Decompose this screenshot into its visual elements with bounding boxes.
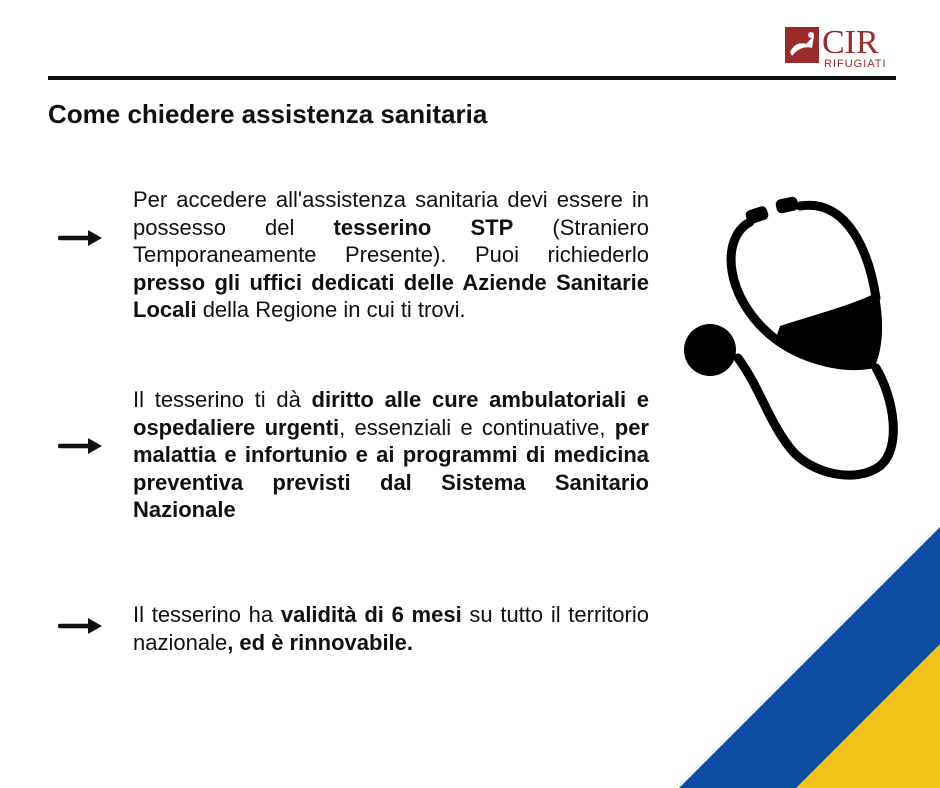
cir-logo	[784, 24, 887, 70]
text-segment-bold: , ed è rinnovabile.	[227, 629, 414, 655]
logo-name: CIR	[822, 24, 879, 61]
text-segment: Il tesserino ha	[133, 602, 281, 627]
header-divider	[48, 76, 896, 80]
text-segment: Per accedere all'assistenza sanitaria devi essere in possesso del	[133, 187, 649, 240]
info-paragraph-rights	[133, 386, 649, 524]
info-paragraph-stp	[133, 186, 649, 324]
text-segment: della Regione in cui ti trovi.	[196, 297, 466, 322]
text-segment: su tutto il territorio nazionale	[133, 602, 649, 655]
text-segment-bold: tesserino STP	[333, 214, 514, 240]
cir-logo-mark-icon	[784, 26, 820, 64]
page-title: Come chiedere assistenza sanitaria	[48, 99, 488, 129]
arrow-right-icon	[58, 228, 106, 248]
text-segment-bold: per malattia e infortunio e ai programmi di medicina preventiva previsti dal Sistema Sanitario Nazionale	[133, 414, 649, 522]
arrow-right-icon	[58, 436, 106, 456]
logo-subtitle: RIFUGIATI	[824, 58, 887, 70]
stethoscope-icon	[680, 188, 910, 488]
arrow-right-icon	[58, 616, 106, 636]
text-segment-bold: validità di 6 mesi	[280, 602, 462, 627]
text-segment: (Straniero Temporaneamente Presente). Puoi richiederlo	[133, 214, 649, 267]
info-paragraph-validity	[133, 601, 649, 656]
text-segment: , essenziali e continuative,	[339, 414, 615, 440]
text-segment-bold: presso gli uffici dedicati delle Aziende Sanitarie Locali	[133, 269, 649, 322]
text-segment: Il tesserino ti dà	[133, 387, 312, 412]
text-segment-bold: diritto alle cure ambulatoriali e ospedaliere urgenti	[133, 387, 649, 440]
